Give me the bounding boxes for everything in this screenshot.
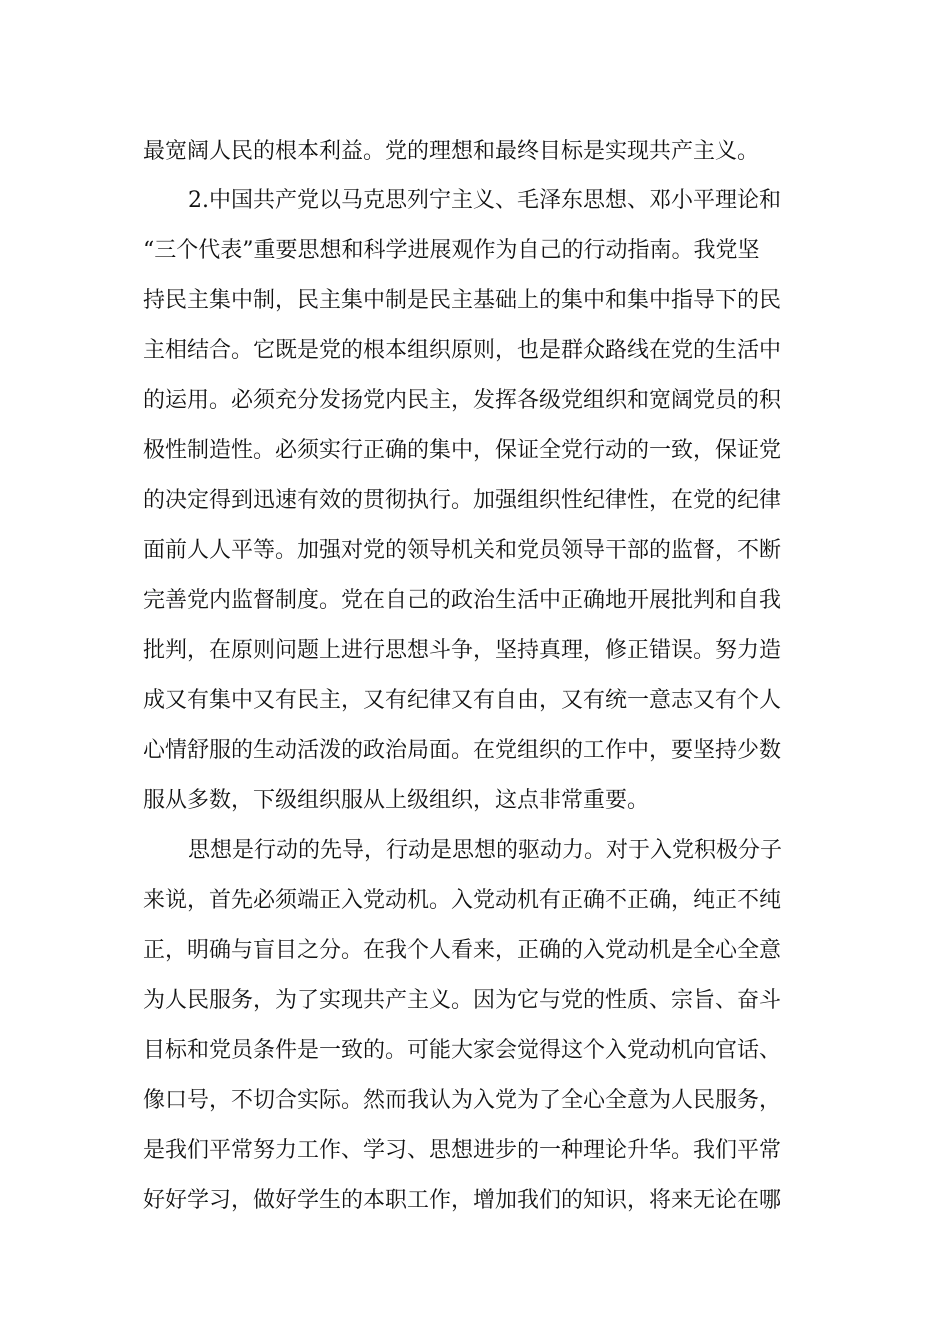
text-line: 来说，首先必须端正入党动机。入党动机有正确不正确，纯正不纯 — [143, 888, 782, 913]
text-line: 面前人人平等。加强对党的领导机关和党员领导干部的监督，不断 — [143, 538, 782, 563]
text-line: 为人民服务，为了实现共产主义。因为它与党的性质、宗旨、奋斗 — [143, 988, 782, 1013]
text-line: 成又有集中又有民主，又有纪律又有自由，又有统一意志又有个人 — [143, 688, 782, 713]
text-line: 目标和党员条件是一致的。可能大家会觉得这个入党动机向官话、 — [143, 1038, 782, 1063]
text-line: 服从多数，下级组织服从上级组织，这点非常重要。 — [143, 788, 650, 813]
text-line: “三个代表”重要思想和科学进展观作为自己的行动指南。我党坚 — [143, 238, 760, 263]
text-line: 的运用。必须充分发扬党内民主，发挥各级党组织和宽阔党员的积 — [143, 388, 782, 413]
text-line: 像口号，不切合实际。然而我认为入党为了全心全意为人民服务， — [143, 1088, 782, 1113]
text-line: 最宽阔人民的根本利益。党的理想和最终目标是实现共产主义。 — [143, 139, 760, 164]
text-line: 持民主集中制，民主集中制是民主基础上的集中和集中指导下的民 — [143, 288, 782, 313]
text-line: 心情舒服的生动活泼的政治局面。在党组织的工作中，要坚持少数 — [143, 738, 782, 763]
text-line: 极性制造性。必须实行正确的集中，保证全党行动的一致，保证党 — [143, 438, 782, 463]
text-line: 批判，在原则问题上进行思想斗争，坚持真理，修正错误。努力造 — [143, 638, 782, 663]
text-line: 正，明确与盲目之分。在我个人看来，正确的入党动机是全心全意 — [143, 938, 782, 963]
text-line: 主相结合。它既是党的根本组织原则，也是群众路线在党的生活中 — [143, 338, 782, 363]
text-line: 是我们平常努力工作、学习、思想进步的一种理论升华。我们平常 — [143, 1138, 782, 1163]
text-line: 2.中国共产党以马克思列宁主义、毛泽东思想、邓小平理论和 — [188, 188, 781, 213]
text-line: 思想是行动的先导，行动是思想的驱动力。对于入党积极分子 — [188, 838, 783, 863]
text-line: 的决定得到迅速有效的贯彻执行。加强组织性纪律性，在党的纪律 — [143, 488, 782, 513]
text-line: 好好学习，做好学生的本职工作，增加我们的知识，将来无论在哪 — [143, 1188, 782, 1213]
text-line: 完善党内监督制度。党在自己的政治生活中正确地开展批判和自我 — [143, 588, 782, 613]
